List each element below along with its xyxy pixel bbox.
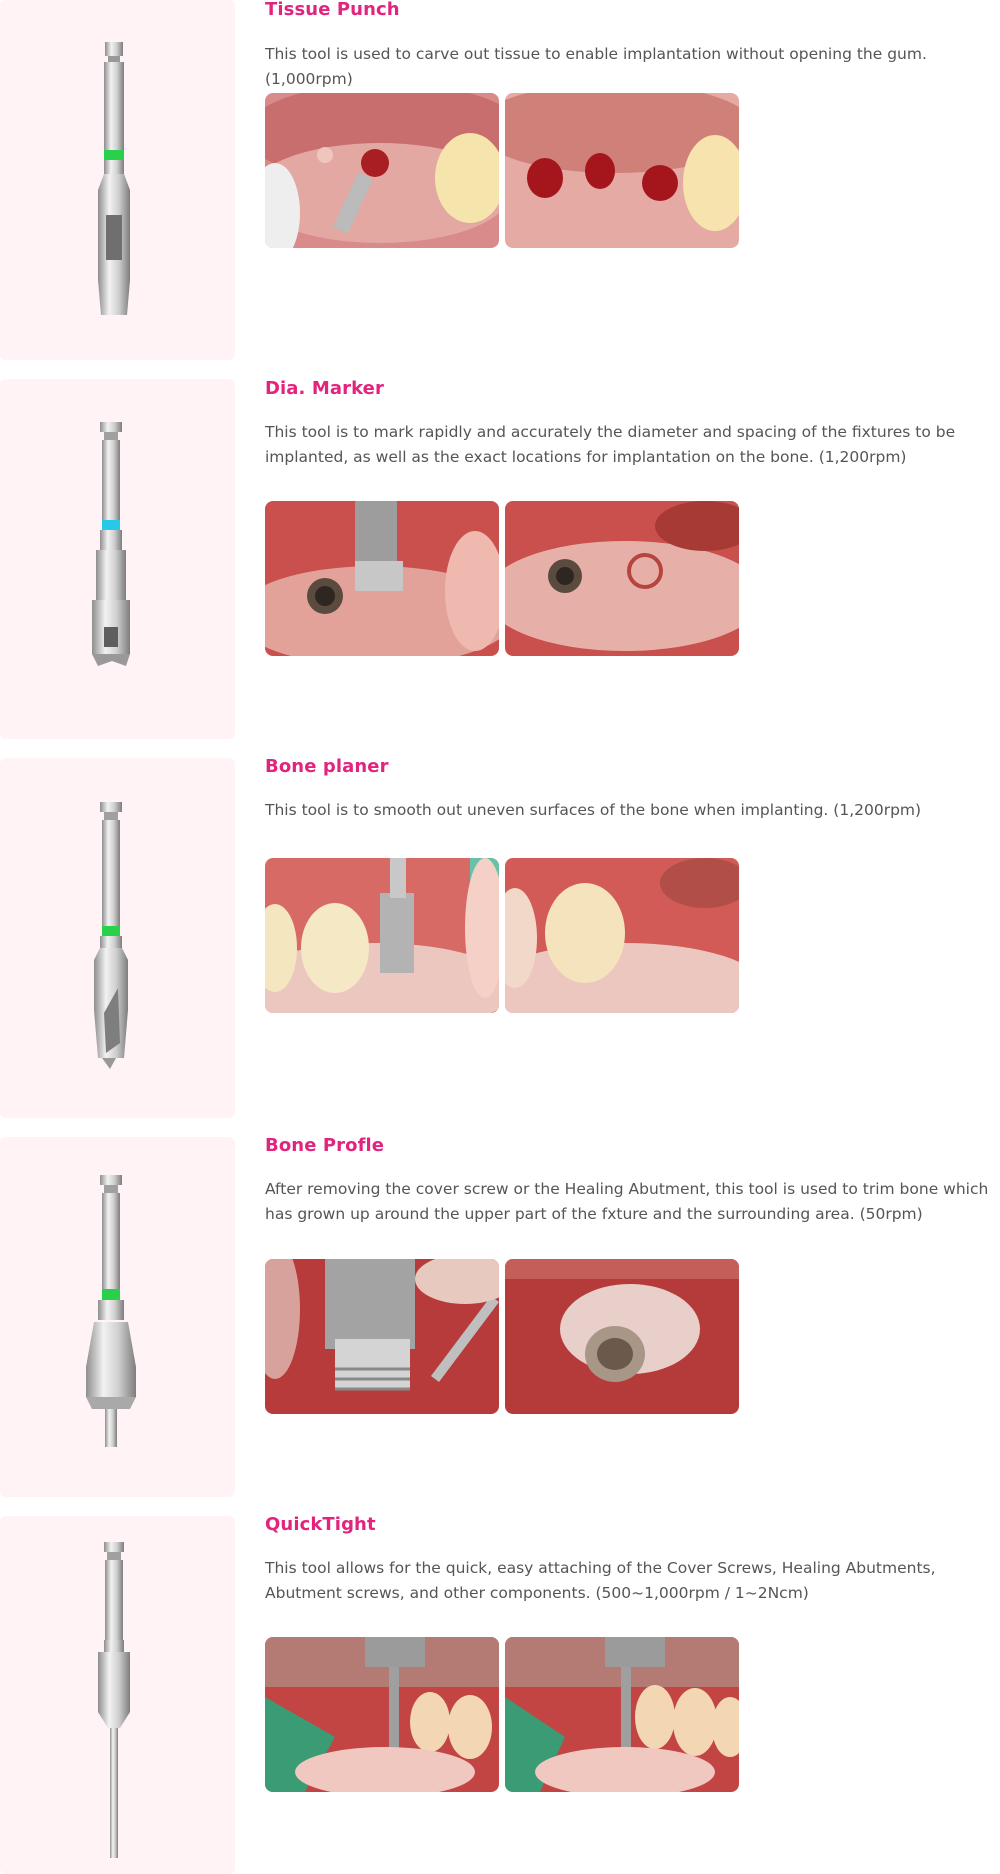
color-band — [102, 520, 120, 530]
clinical-photo — [265, 858, 499, 1013]
tool-description: This tool allows for the quick, easy attaching of the Cover Screws, Healing Abutments, Abutment screws, and other components. (500~1,000rpm / 1~2Ncm) — [265, 1559, 936, 1602]
clinical-photo — [505, 1259, 739, 1414]
tool-description: This tool is to smooth out uneven surfaces of the bone when implanting. (1,200rpm) — [265, 801, 922, 819]
color-band — [102, 1289, 120, 1300]
bone-planer-drill-icon — [0, 758, 235, 1118]
clinical-photo — [265, 501, 499, 656]
tool-title: QuickTight — [265, 1514, 376, 1535]
clinical-photo — [505, 501, 739, 656]
clinical-photo — [505, 1637, 739, 1792]
color-band — [102, 926, 120, 936]
quicktight-driver-icon — [0, 1516, 235, 1874]
tool-image-panel — [0, 379, 235, 739]
tool-title: Bone planer — [265, 756, 389, 777]
tool-image-panel — [0, 0, 235, 360]
clinical-photo — [505, 858, 739, 1013]
tool-image-panel — [0, 1137, 235, 1497]
bone-profile-drill-icon — [0, 1137, 235, 1497]
color-band — [104, 150, 124, 160]
tool-image-panel — [0, 1516, 235, 1874]
tool-section-dia-marker — [0, 379, 1000, 739]
tool-section-tissue-punch — [0, 0, 1000, 360]
clinical-photo — [265, 93, 499, 248]
tool-description: This tool is used to carve out tissue to enable implantation without opening the gum. (1,000rpm) — [265, 45, 927, 88]
tissue-punch-drill-icon — [0, 0, 235, 360]
tool-section-quicktight — [0, 1516, 1000, 1874]
clinical-photo — [505, 93, 739, 248]
tool-section-bone-profile — [0, 1137, 1000, 1497]
tool-image-panel — [0, 758, 235, 1118]
tool-title: Tissue Punch — [265, 0, 400, 20]
dia-marker-drill-icon — [0, 379, 235, 739]
tool-section-bone-planer — [0, 758, 1000, 1118]
clinical-photo — [265, 1637, 499, 1792]
clinical-photo — [265, 1259, 499, 1414]
tool-description: After removing the cover screw or the Healing Abutment, this tool is used to trim bone which has grown up around the upper part of the fxture and the surrounding area. (50rpm) — [265, 1180, 989, 1223]
tool-description: This tool is to mark rapidly and accurately the diameter and spacing of the fixtures to be implanted, as well as the exact locations for implantation on the bone. (1,200rpm) — [265, 423, 956, 466]
tool-title: Dia. Marker — [265, 378, 384, 399]
tool-title: Bone Profle — [265, 1135, 385, 1156]
